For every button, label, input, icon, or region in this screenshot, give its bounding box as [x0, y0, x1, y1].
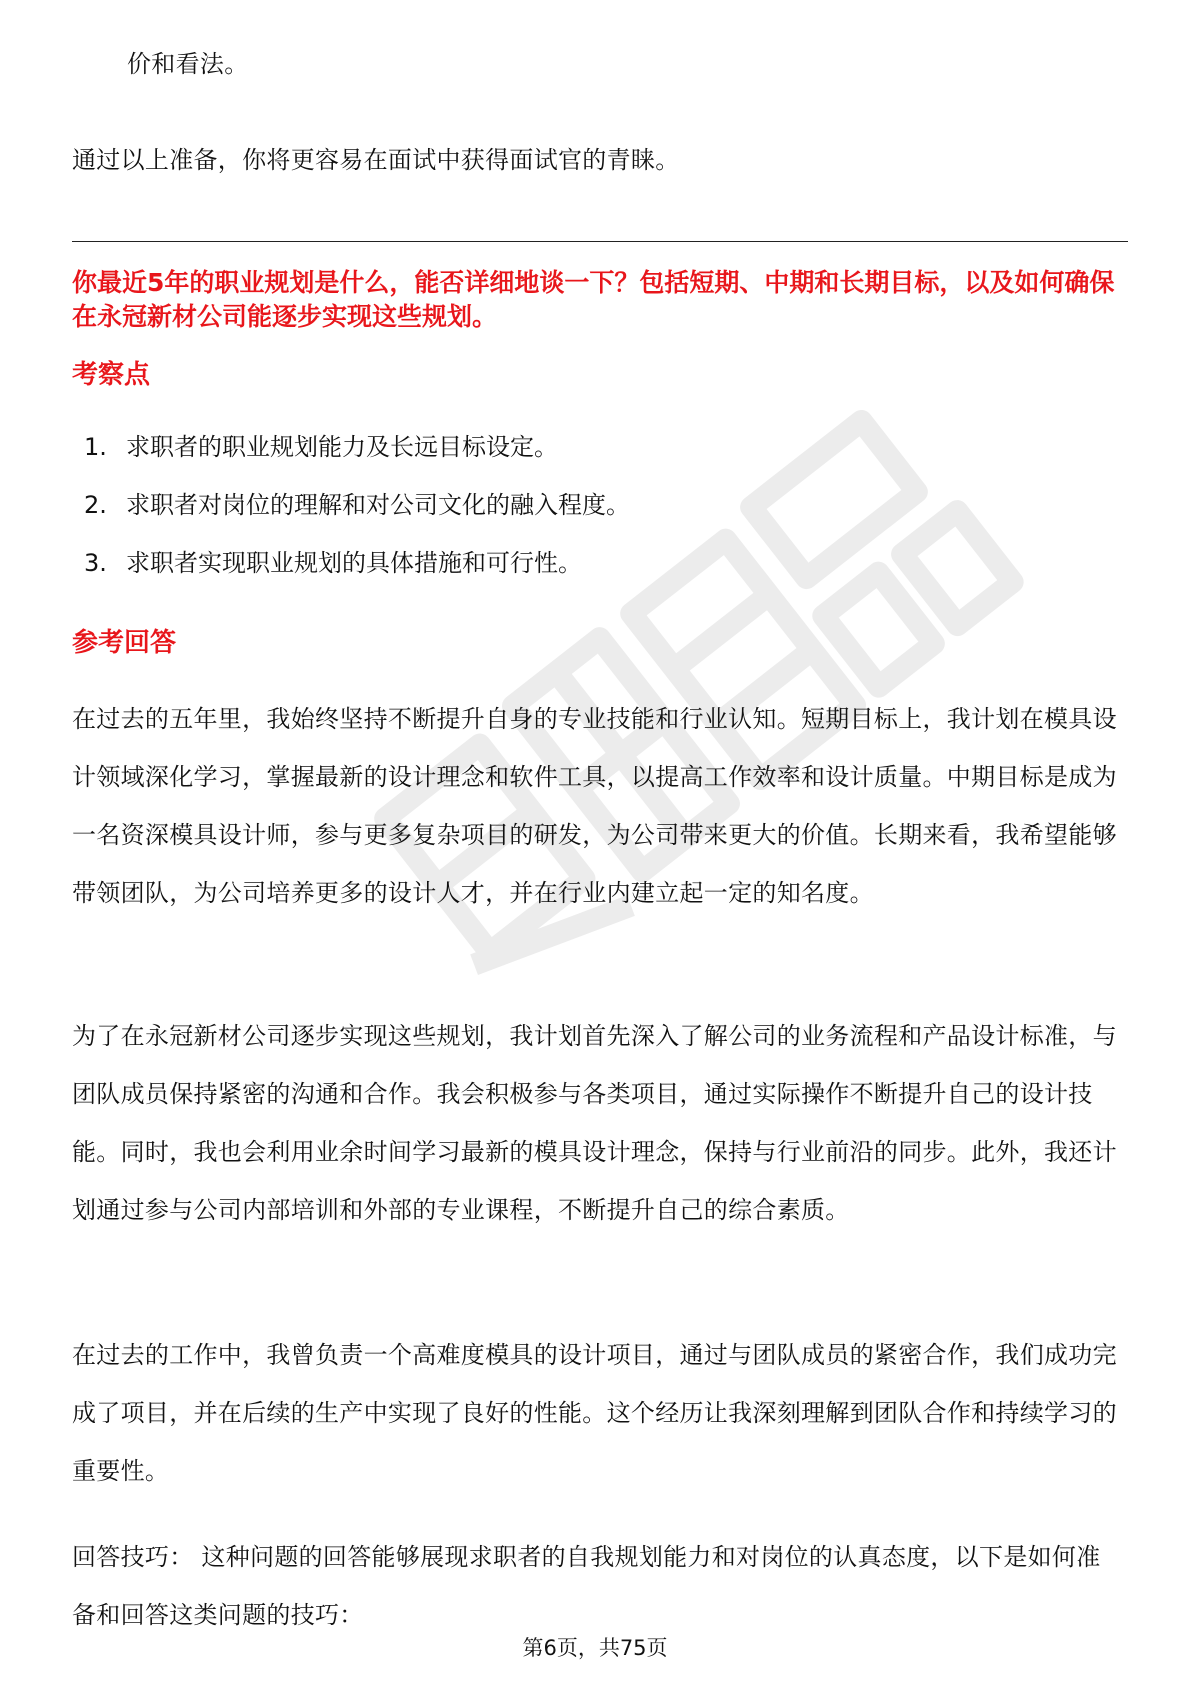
- list-item-number: 2.: [84, 491, 107, 519]
- answer-paragraph: 在过去的工作中，我曾负责一个高难度模具的设计项目，通过与团队成员的紧密合作，我们成功完成了项目，并在后续的生产中实现了良好的性能。这个经历让我深刻理解到团队合作和持续学习的重要性。: [72, 1341, 1117, 1485]
- answer-paragraph: 为了在永冠新材公司逐步实现这些规划，我计划首先深入了解公司的业务流程和产品设计标准，与团队成员保持紧密的沟通和合作。我会积极参与各类项目，通过实际操作不断提升自己的设计技能。同时，我也会利用业余时间学习最新的模具设计理念，保持与行业前沿的同步。此外，我还计划通过参与公司内部培训和外部的专业课程，不断提升自己的综合素质。: [72, 1022, 1117, 1224]
- list-item-text: 求职者对岗位的理解和对公司文化的融入程度。: [126, 491, 630, 519]
- page-indicator: 第6页，共75页: [522, 1636, 668, 1660]
- interview-question: 你最近5年的职业规划是什么，能否详细地谈一下？包括短期、中期和长期目标，以及如何确保在永冠新材公司能逐步实现这些规划。: [72, 268, 1115, 331]
- answer-paragraph: 在过去的五年里，我始终坚持不断提升自身的专业技能和行业认知。短期目标上，我计划在模具设计领域深化学习，掌握最新的设计理念和软件工具，以提高工作效率和设计质量。中期目标是成为一名资深模具设计师，参与更多复杂项目的研发，为公司带来更大的价值。长期来看，我希望能够带领团队，为公司培养更多的设计人才，并在行业内建立起一定的知名度。: [72, 705, 1117, 907]
- list-item: [84, 486, 630, 544]
- list-item: [84, 544, 630, 602]
- list-item: [84, 428, 630, 486]
- list-item-text: 求职者的职业规划能力及长远目标设定。: [126, 433, 558, 461]
- list-item-text: 求职者实现职业规划的具体措施和可行性。: [126, 549, 582, 577]
- prep-summary: 通过以上准备，你将更容易在面试中获得面试官的青睐。: [72, 146, 680, 174]
- answer-heading: 参考回答: [72, 628, 177, 658]
- focus-heading: 考察点: [72, 360, 151, 390]
- focus-points-list: [84, 428, 630, 602]
- section-divider: [72, 241, 1128, 242]
- list-item-number: 3.: [84, 549, 107, 577]
- list-item-number: 1.: [84, 433, 107, 461]
- answer-tips: 回答技巧： 这种问题的回答能够展现求职者的自我规划能力和对岗位的认真态度，以下是如何准备和回答这类问题的技巧：: [72, 1543, 1101, 1629]
- continued-line: 价和看法。: [127, 50, 249, 78]
